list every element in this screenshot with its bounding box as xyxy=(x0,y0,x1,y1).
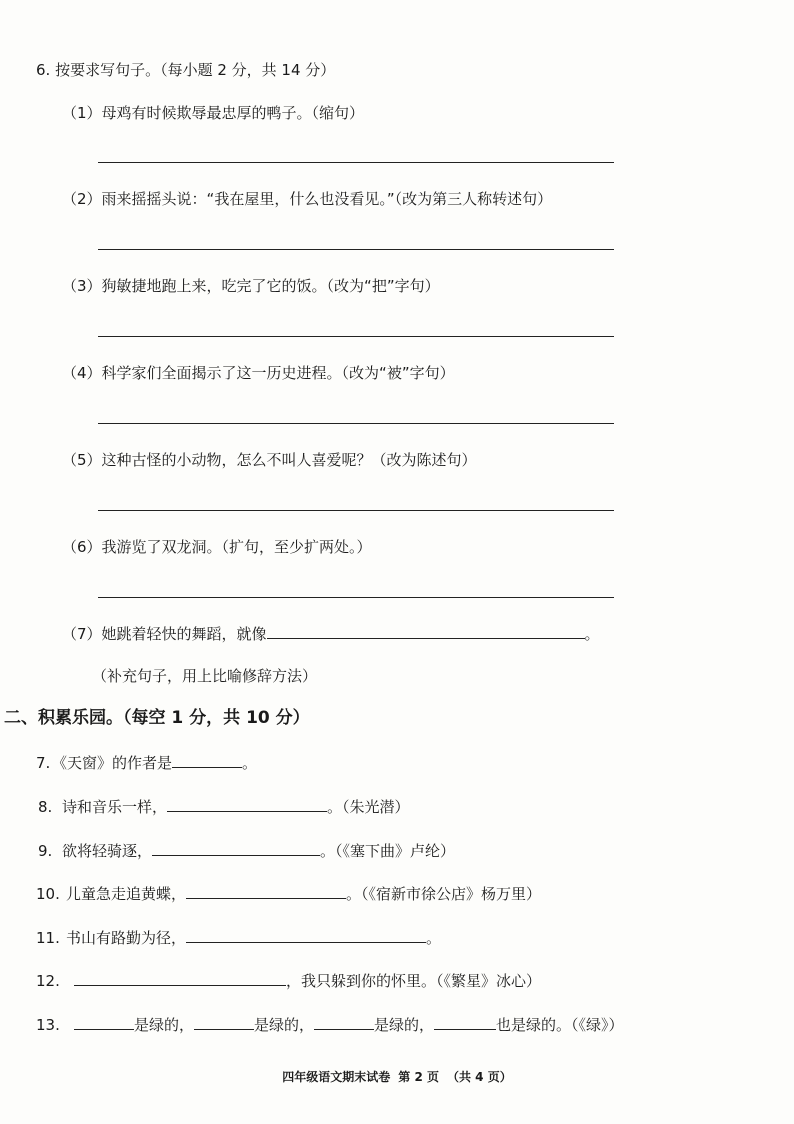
q12 xyxy=(36,971,541,991)
q13-text-3: 是绿的， xyxy=(374,1016,435,1034)
q13-blank-1[interactable] xyxy=(74,1015,134,1030)
q6-item-7 xyxy=(62,624,600,644)
q13-text-4: 也是绿的。（《绿》） xyxy=(496,1016,624,1034)
q9-text: 欲将轻骑逐， xyxy=(62,842,153,860)
q8-text: 诗和音乐一样， xyxy=(62,798,168,816)
answer-line-4[interactable] xyxy=(98,423,614,424)
q7 xyxy=(36,753,257,773)
answer-line-5[interactable] xyxy=(98,510,614,511)
q13-blank-3[interactable] xyxy=(314,1015,374,1030)
q12-blank[interactable] xyxy=(74,971,286,986)
q10-end: 。（《宿新市徐公店》杨万里） xyxy=(346,885,542,903)
q9 xyxy=(38,841,455,861)
q9-end: 。（《塞下曲》卢纶） xyxy=(320,842,456,860)
q10-number: 10. xyxy=(36,885,60,903)
q13-blank-2[interactable] xyxy=(194,1015,254,1030)
q6-item-3: （3）狗敏捷地跑上来，吃完了它的饭。（改为“把”字句） xyxy=(62,277,440,295)
q12-number: 12. xyxy=(36,972,60,990)
q11 xyxy=(36,928,441,948)
q10 xyxy=(36,884,541,904)
q13-number: 13. xyxy=(36,1016,60,1034)
q13-text-2: 是绿的， xyxy=(254,1016,315,1034)
q6-item-7-note: （补充句子，用上比喻修辞方法） xyxy=(92,667,318,685)
q13-text-1: 是绿的， xyxy=(134,1016,195,1034)
q10-blank[interactable] xyxy=(186,884,346,899)
q11-blank[interactable] xyxy=(186,928,426,943)
footer-exam-name: 四年级语文期末试卷 xyxy=(282,1070,391,1084)
q6-item-1: （1）母鸡有时候欺辱最忠厚的鸭子。（缩句） xyxy=(62,104,365,122)
q7-number: 7. xyxy=(36,754,51,772)
footer-page-number: 第 2 页 xyxy=(398,1070,439,1084)
answer-line-1[interactable] xyxy=(98,162,614,163)
q8 xyxy=(38,797,410,817)
q9-blank[interactable] xyxy=(152,841,320,856)
q11-text: 书山有路勤为径， xyxy=(66,929,187,947)
q6-item-4: （4）科学家们全面揭示了这一历史进程。（改为“被”字句） xyxy=(62,364,455,382)
q13 xyxy=(36,1015,624,1035)
q6-item-5: （5）这种古怪的小动物，怎么不叫人喜爱呢？（改为陈述句） xyxy=(62,451,477,469)
fill-blank-7[interactable] xyxy=(267,624,585,639)
q7-end: 。 xyxy=(242,754,258,772)
q9-number: 9. xyxy=(38,842,53,860)
answer-line-6[interactable] xyxy=(98,597,614,598)
q13-blank-4[interactable] xyxy=(434,1015,496,1030)
q6-item-6: （6）我游览了双龙洞。（扩句，至少扩两处。） xyxy=(62,538,372,556)
q8-number: 8. xyxy=(38,798,53,816)
q11-number: 11. xyxy=(36,929,60,947)
section-2-title: 二、积累乐园。（每空 1 分，共 10 分） xyxy=(4,708,310,728)
q11-end: 。 xyxy=(426,929,442,947)
q8-end: 。（朱光潜） xyxy=(327,798,410,816)
answer-line-3[interactable] xyxy=(98,336,614,337)
q8-blank[interactable] xyxy=(167,797,327,812)
q6-item-7-prefix: （7）她跳着轻快的舞蹈，就像 xyxy=(62,625,267,643)
q12-text: ，我只躲到你的怀里。（《繁星》冰心） xyxy=(286,972,542,990)
q7-blank[interactable] xyxy=(172,753,242,768)
answer-line-2[interactable] xyxy=(98,249,614,250)
q6-item-7-suffix: 。 xyxy=(584,625,600,643)
page-footer xyxy=(0,1068,794,1085)
q6-title: 6. 按要求写句子。（每小题 2 分，共 14 分） xyxy=(36,61,336,79)
q10-text: 儿童急走追黄蝶， xyxy=(66,885,187,903)
q6-item-2: （2）雨来摇摇头说：“我在屋里，什么也没看见。”（改为第三人称转述句） xyxy=(62,190,553,208)
q7-text: 《天窗》的作者是 xyxy=(52,754,173,772)
footer-total-pages: （共 4 页） xyxy=(447,1070,512,1084)
